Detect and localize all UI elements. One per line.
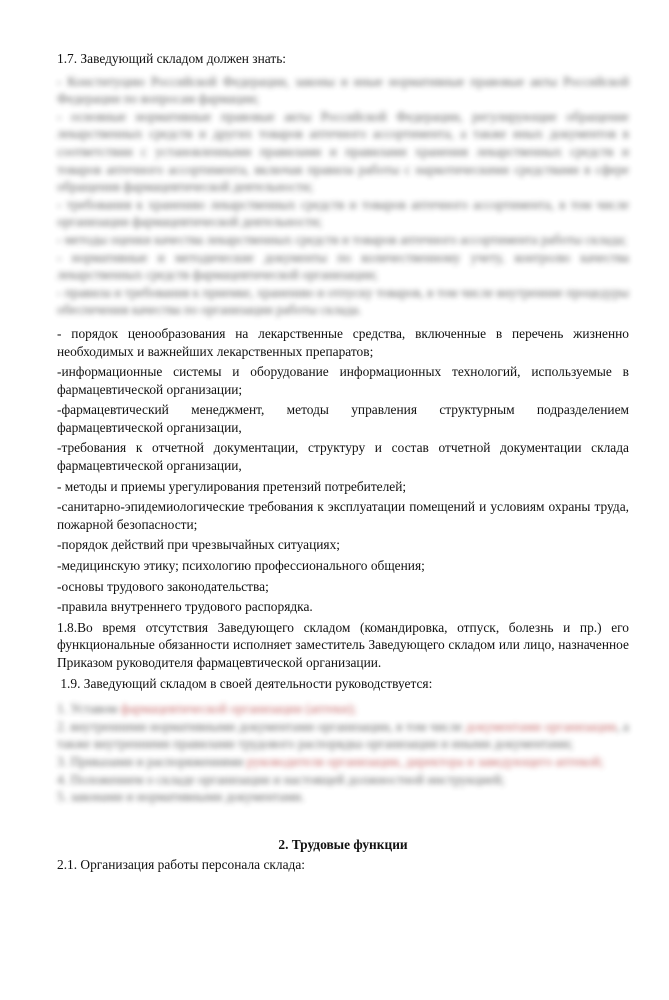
section-2-1-item: 2.1. Организация работы персонала склада: [57,857,306,873]
blurred-paragraph: - Конституцию Российской Федерации, законы и иные нормативные правовые акты Российской Федерации по вопросам фармации; [57,73,629,107]
blurred-item [57,718,629,753]
blurred-text: 2. внутренними нормативными документами организации, в том числе [57,718,466,734]
blurred-red-text: руководителя организации, директора и заведующего аптекой; [246,753,604,769]
list-item: -требования к отчетной документации, структуру и состав отчетной документации склада фармацевтической организации, [57,440,629,474]
blurred-item [57,753,629,771]
blurred-paragraph: - правила и требования к приемке, хранению и отпуску товаров, в том числе внутренние процедуры обеспечения качества по организации работы склада. [57,284,629,318]
blurred-text: 3. Приказами и распоряжениями [57,753,247,769]
blurred-text: , а также внутренними правилами трудового распорядка организации и иными документами; [57,718,629,752]
list-item: -правила внутреннего трудового распорядка. [57,599,313,615]
list-item: - методы и приемы урегулирования претензий потребителей; [57,478,407,494]
blurred-paragraph: - основные нормативные правовые акты Российской Федерации, регулирующие обращение лекарственных средств и других товаров аптечного ассортимента, а также иных документов в соответствии с установленными правилами и правилами хранения лекарственных средств и товаров аптечного ассортимента, включая правила работы с наркотическими средствами в сфере обращения фармацевтической деятельности; [57,108,629,195]
list-item: -санитарно-эпидемиологические требования к эксплуатации помещений и условиям охраны труда, пожарной безопасности; [57,499,629,532]
blurred-red-text: фармацевтической организации (аптеки); [120,701,357,717]
list-item: -медицинскую этику; психологию профессионального общения; [57,558,425,574]
list-item: -основы трудового законодательства; [57,578,269,594]
section-2-heading: 2. Трудовые функции [278,836,408,852]
section-1-8-paragraph: 1.8.Во время отсутствия Заведующего складом (командировка, отпуск, болезнь и пр.) его функциональные обязанности исполняет заместитель Заведующего складом или лицо, назначенное Приказом руководителя фармацевтической организации. [57,619,629,670]
list-item: - порядок ценообразования на лекарственные средства, включенные в перечень жизненно необходимых и важнейших лекарственных препаратов; [57,325,629,359]
blurred-guidelines-block [57,700,629,806]
section-1-9-heading: 1.9. Заведующий складом в своей деятельности руководствуется: [57,675,433,691]
blurred-paragraph: - методы оценки качества лекарственных средств и товаров аптечного ассортимента работы склада; [57,231,627,247]
blurred-item: 4. Положением о складе организации и настоящей должностной инструкцией; [57,771,505,787]
blurred-paragraph: - требования к хранению лекарственных средств и товаров аптечного ассортимента, в том числе организации фармацевтической деятельности; [57,196,629,230]
blurred-item [57,700,629,718]
blurred-item: 5. законами и нормативными документами. [57,789,305,805]
knowledge-list [57,325,629,616]
list-item: -фармацевтический менеджмент, методы управления структурным подразделением фармацевтической организации, [57,402,629,435]
list-item: -порядок действий при чрезвычайных ситуациях; [57,537,340,553]
list-item: -информационные системы и оборудование информационных технологий, используемые в фармацевтической организации; [57,364,629,397]
blurred-red-text: документами организации [465,718,617,734]
section-1-7-heading: 1.7. Заведующий складом должен знать: [57,51,287,66]
blurred-requirements-block [57,73,629,319]
blurred-paragraph: - нормативные и методические документы по количественному учету, контролю качества лекарственных средств фармацевтической организации; [57,249,629,283]
blurred-text: 1. Уставом [57,701,121,717]
